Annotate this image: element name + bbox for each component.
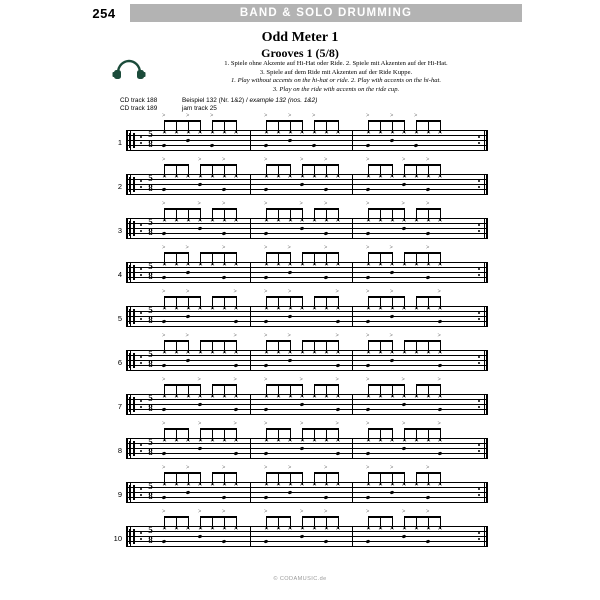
system-number: 6 [117,358,122,367]
instructions-block [150,60,522,94]
section-title: BAND & SOLO DRUMMING [130,4,522,22]
repeat-dots-end [478,400,481,410]
repeat-dots-end [478,532,481,542]
example-en: example 132 (nos. 1&2) [249,97,318,104]
staff-system [0,112,600,156]
drum-clef-icon [129,265,135,280]
system-number: 1 [117,138,122,147]
repeat-dots-end [478,356,481,366]
staff-system [0,376,600,420]
instruction-line-4: 3. Play on the ride with accents on the ride cup. [272,85,400,93]
barline [250,130,251,151]
barline-end-thin [484,130,485,151]
staff-system [0,508,600,552]
time-signature: 5 8 [148,525,153,545]
drum-clef-icon [129,353,135,368]
repeat-dots-start [140,136,143,146]
drum-clef-icon [129,485,135,500]
cd-track-label-1: CD track 188 [120,97,158,104]
repeat-dots-start [140,268,143,278]
staff: 5 8 ✕ ✕ ✕ ✕ ✕ ✕ ✕ > > > ✕ ✕ ✕ ✕ ✕ ✕ ✕ > > > ✕ ✕ ✕ ✕ ✕ ✕ ✕ > > > [126,526,488,546]
repeat-dots-start [140,532,143,542]
repeat-dots-end [478,136,481,146]
drum-clef-icon [129,133,135,148]
staff-system [0,332,600,376]
page-number: 254 [78,4,130,22]
time-signature: 5 8 [148,481,153,501]
staff-system [0,244,600,288]
system-number: 2 [117,182,122,191]
system-number: 3 [117,226,122,235]
staff: 5 8 ✕ ✕ ✕ ✕ ✕ ✕ ✕ > > > ✕ ✕ ✕ ✕ ✕ ✕ ✕ > > > ✕ ✕ ✕ ✕ ✕ ✕ ✕ > > > [126,218,488,238]
example-de: Beispiel 132 (Nr. 1&2) [182,97,245,104]
jam-track-label: jam track 25 [182,105,217,112]
staff: 5 8 ✕ ✕ ✕ ✕ ✕ ✕ ✕ > > > ✕ ✕ ✕ ✕ ✕ ✕ ✕ > > > ✕ ✕ ✕ ✕ ✕ ✕ ✕ > > > [126,262,488,282]
staff-system [0,200,600,244]
staff: 5 8 ✕ ✕ ✕ ✕ ✕ ✕ ✕ > > > ✕ ✕ ✕ ✕ ✕ ✕ ✕ > > > ✕ ✕ ✕ ✕ ✕ ✕ ✕ > > > [126,350,488,370]
barline-end [486,130,488,151]
staff-system [0,288,600,332]
staff-system [0,156,600,200]
repeat-dots-start [140,180,143,190]
drum-clef-icon [129,221,135,236]
instruction-line-3: 1. Play without accents on the hi-hat or ride. 2. Play with accents on the hi-hat. [230,77,442,85]
time-signature: 5 8 [148,349,153,369]
system-number: 4 [117,270,122,279]
system-number: 7 [117,402,122,411]
system-number: 5 [117,314,122,323]
page-header [78,4,522,22]
staff: 5 8 ✕ ✕ ✕ ✕ ✕ ✕ ✕ > > > ✕ ✕ ✕ ✕ ✕ ✕ ✕ > > > ✕ ✕ ✕ ✕ ✕ ✕ ✕ > > > [126,482,488,502]
drum-clef-icon [129,529,135,544]
cd-track-info [120,97,317,113]
time-signature: 5 8 [148,217,153,237]
drum-clef-icon [129,177,135,192]
time-signature: 5 8 [148,261,153,281]
drum-clef-icon [129,441,135,456]
staff: 5 8 ✕ ✕ ✕ ✕ ✕ ✕ ✕ > > > ✕ ✕ ✕ ✕ ✕ ✕ ✕ > > > ✕ ✕ ✕ ✕ ✕ ✕ ✕ > > > [126,394,488,414]
headphone-icon [112,59,146,81]
time-signature: 5 8 [148,305,153,325]
example-separator: / [244,97,250,104]
repeat-dots-end [478,224,481,234]
staff-system [0,420,600,464]
repeat-dots-end [478,312,481,322]
title-block [78,30,522,60]
page-subtitle: Grooves 1 (5/8) [261,46,339,60]
staff-system [0,464,600,508]
staff-systems [0,112,600,552]
system-number: 8 [117,446,122,455]
barline-start [126,130,128,151]
staff: 5 8 ✕ ✕ ✕ ✕ ✕ ✕ ✕ > > > ✕ ✕ ✕ ✕ ✕ ✕ ✕ > > > ✕ ✕ ✕ ✕ ✕ ✕ ✕ > > > [126,306,488,326]
instruction-line-2: 3. Spiele auf dem Ride mit Akzenten auf der Ride Kuppe. [259,68,413,76]
footer-credit: © CODAMUSIC.de [273,576,327,582]
barline [352,130,353,151]
instruction-line-1: 1. Spiele ohne Akzente auf Hi-Hat oder Ride. 2. Spiele mit Akzenten auf der Hi-Hat. [224,60,448,67]
repeat-dots-start [140,312,143,322]
drum-clef-icon [129,309,135,324]
repeat-dots-start [140,488,143,498]
system-number: 9 [117,490,122,499]
time-signature: 5 8 [148,437,153,457]
repeat-dots-start [140,356,143,366]
staff: 5 8 ✕ ✕ ✕ ✕ ✕ ✕ ✕ > > > ✕ ✕ ✕ ✕ ✕ ✕ ✕ > > > ✕ ✕ ✕ ✕ ✕ ✕ ✕ > > > [126,438,488,458]
staff: 5 8 ✕ ✕ ✕ ✕ ✕ ✕ ✕ > > > ✕ ✕ ✕ ✕ ✕ ✕ ✕ > > > ✕ ✕ ✕ ✕ ✕ ✕ ✕ > > > [126,174,488,194]
repeat-dots-start [140,400,143,410]
repeat-dots-end [478,444,481,454]
repeat-dots-start [140,224,143,234]
cd-track-label-2: CD track 189 [120,105,158,112]
time-signature: 5 8 [148,129,153,149]
repeat-dots-end [478,268,481,278]
repeat-dots-start [140,444,143,454]
page-title: Odd Meter 1 [261,30,339,45]
repeat-dots-end [478,488,481,498]
repeat-dots-end [478,180,481,190]
staff: 5 8 ✕ ✕ ✕ ✕ ✕ ✕ ✕ > > > ✕ ✕ ✕ ✕ ✕ ✕ ✕ > > > ✕ ✕ ✕ ✕ ✕ ✕ ✕ > > > [126,130,488,150]
drum-clef-icon [129,397,135,412]
time-signature: 5 8 [148,393,153,413]
time-signature: 5 8 [148,173,153,193]
system-number: 10 [113,534,122,543]
